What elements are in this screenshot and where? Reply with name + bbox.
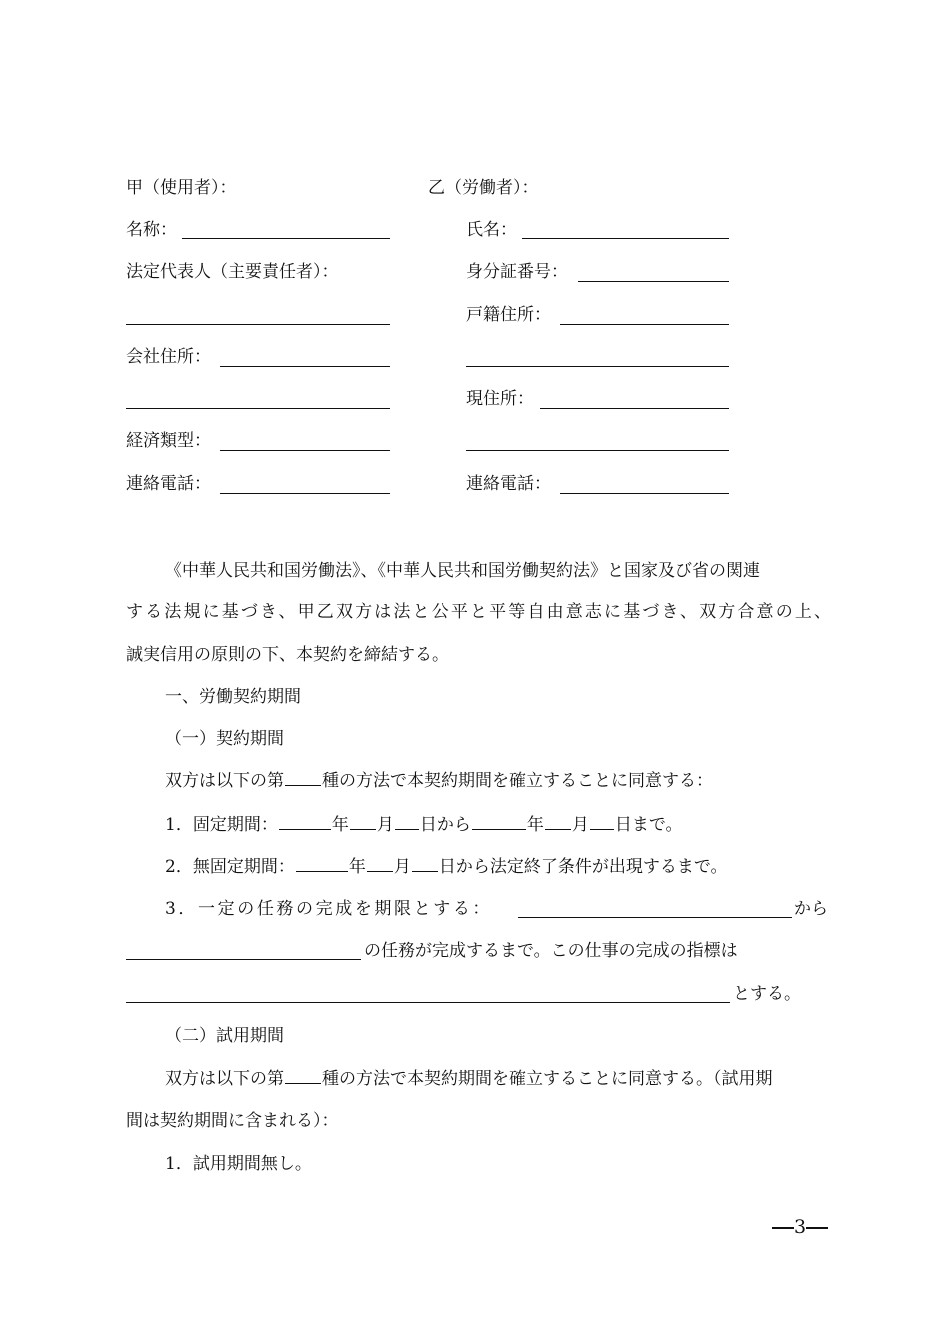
company-address-field[interactable] (220, 366, 390, 367)
economic-type-field[interactable] (220, 450, 390, 451)
end-year-field[interactable] (472, 828, 526, 830)
current-address-field[interactable] (540, 408, 729, 409)
month-label: 月 (571, 815, 589, 835)
open-start-day-field[interactable] (412, 870, 438, 872)
intro-paragraph-line-2: する法規に基づき、甲乙双方は法と公平と平等自由意志に基づき、双方合意の上、 (126, 602, 831, 622)
id-number-label: 身分証番号： (466, 262, 568, 282)
party-a-heading: 甲（使用者）： (126, 178, 237, 198)
end-month-field[interactable] (545, 828, 571, 830)
trial-choose-line (165, 1068, 773, 1090)
page-number-value: 3 (794, 1216, 807, 1238)
open-term-label: 2．無固定期間： (165, 857, 295, 877)
party-b-heading: 乙（労働者）： (428, 178, 539, 198)
year-label: 年 (331, 815, 349, 835)
legal-rep-label: 法定代表人（主要責任者）： (126, 262, 339, 282)
task-indicator-suffix: とする。 (733, 984, 801, 1004)
choose-method-suffix: 種の方法で本契約期間を確立することに同意する： (322, 771, 713, 791)
method-number-field[interactable] (285, 784, 321, 786)
dash-left-icon (772, 1227, 794, 1229)
trial-choose-prefix: 双方は以下の第 (165, 1069, 284, 1089)
trial-choose-suffix: 種の方法で本契約期間を確立することに同意する。（試用期 (322, 1069, 773, 1089)
employer-phone-field[interactable] (220, 493, 390, 494)
choose-method-line (165, 770, 713, 792)
fixed-term-label: 1．固定期間： (165, 815, 278, 835)
subsection-contract-period: （一）契約期間 (165, 729, 284, 749)
start-month-field[interactable] (350, 828, 376, 830)
intro-paragraph-line-3: 誠実信用の原則の下、本契約を締結する。 (126, 645, 449, 665)
legal-rep-field[interactable] (126, 324, 390, 325)
choose-method-prefix: 双方は以下の第 (165, 771, 284, 791)
month-label: 月 (393, 857, 411, 877)
year-label: 年 (526, 815, 544, 835)
registered-address-field[interactable] (560, 324, 729, 325)
dash-right-icon (806, 1227, 828, 1229)
start-year-field[interactable] (279, 828, 331, 830)
registered-address-label: 戸籍住所： (466, 305, 551, 325)
current-address-field-2[interactable] (466, 450, 729, 451)
company-address-label: 会社住所： (126, 347, 211, 367)
page-number (772, 1216, 828, 1238)
open-term-tail: 日から法定終了条件が出現するまで。 (438, 857, 728, 877)
id-number-field[interactable] (578, 281, 729, 282)
worker-phone-label: 連絡電話： (466, 474, 551, 494)
registered-address-field-2[interactable] (466, 366, 729, 367)
start-day-field[interactable] (395, 828, 419, 830)
task-name-field[interactable] (126, 959, 361, 960)
task-term-label: 3．一定の任務の完成を期限とする： (165, 899, 493, 919)
company-address-field-2[interactable] (126, 408, 390, 409)
task-indicator-field[interactable] (126, 1002, 730, 1003)
day-from-label: 日から (419, 815, 471, 835)
task-from-label: から (794, 899, 828, 919)
employer-phone-label: 連絡電話： (126, 474, 211, 494)
worker-phone-field[interactable] (560, 493, 729, 494)
trial-choose-line-2: 間は契約期間に含まれる）： (126, 1111, 339, 1131)
worker-name-field[interactable] (522, 238, 729, 239)
worker-name-label: 氏名： (466, 220, 517, 240)
open-start-year-field[interactable] (296, 870, 348, 872)
economic-type-label: 経済類型： (126, 431, 211, 451)
trial-method-number-field[interactable] (285, 1082, 321, 1084)
trial-option-1: 1．試用期間無し。 (165, 1154, 312, 1174)
section-contract-term-heading: 一、労働契約期間 (165, 687, 301, 707)
current-address-label: 現住所： (466, 389, 534, 409)
open-term-line (165, 856, 728, 878)
day-until-label: 日まで。 (614, 815, 683, 835)
end-day-field[interactable] (590, 828, 614, 830)
subsection-trial-period: （二）試用期間 (165, 1026, 284, 1046)
employer-name-label: 名称： (126, 220, 177, 240)
fixed-term-line (165, 814, 683, 836)
employer-name-field[interactable] (182, 238, 390, 239)
open-start-month-field[interactable] (367, 870, 393, 872)
year-label: 年 (348, 857, 366, 877)
intro-paragraph-line-1: 《中華人民共和国労働法》、《中華人民共和国労働契約法》と国家及び省の関連 (165, 561, 760, 581)
task-start-field[interactable] (518, 917, 792, 918)
task-completion-text: の任務が完成するまで。この仕事の完成の指標は (364, 941, 738, 961)
month-label: 月 (376, 815, 394, 835)
